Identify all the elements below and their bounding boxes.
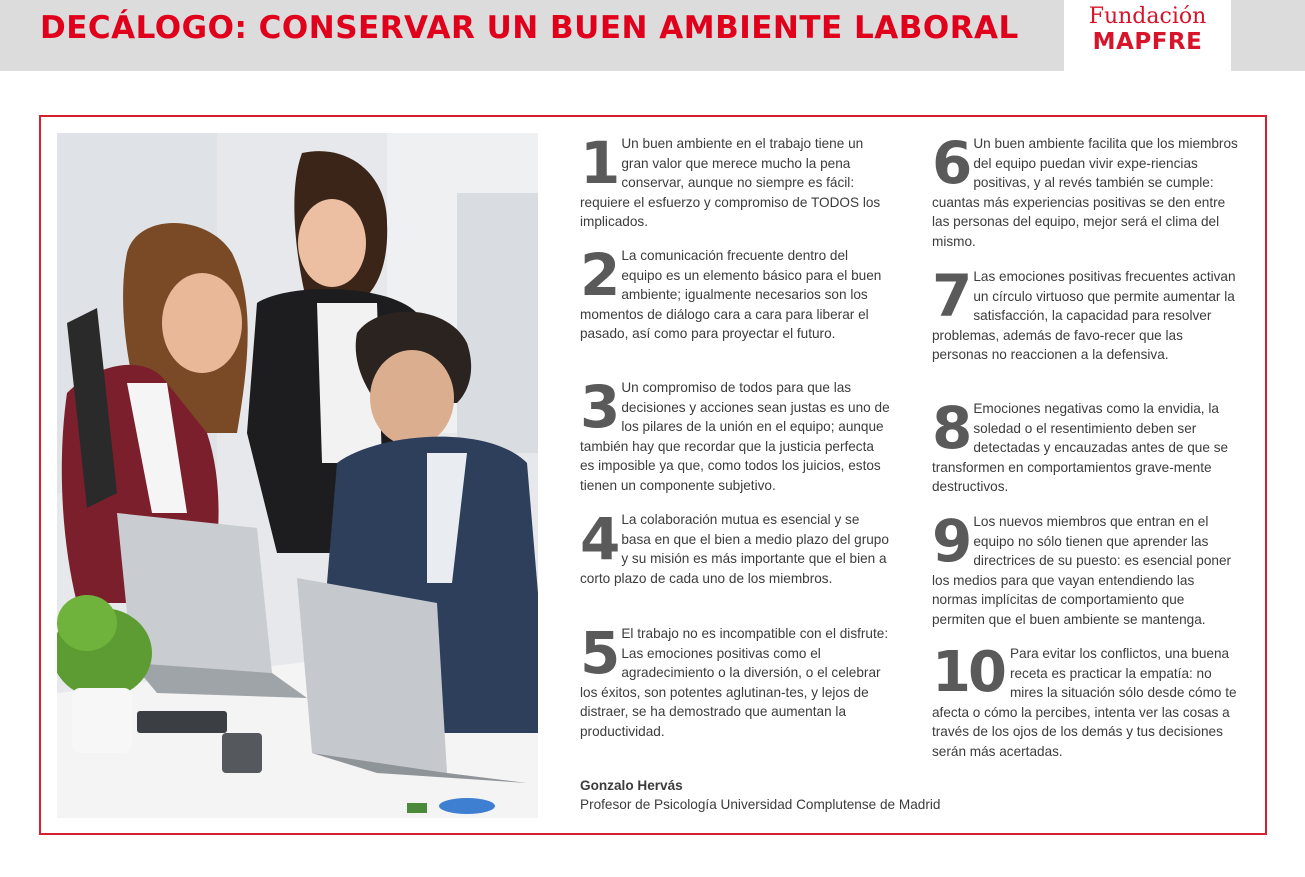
page-title: DECÁLOGO: CONSERVAR UN BUEN AMBIENTE LABORAL xyxy=(40,10,1019,46)
header-bar xyxy=(0,0,1305,71)
list-item xyxy=(580,373,892,495)
list-item xyxy=(932,640,1238,761)
item-number: 1 xyxy=(580,129,618,197)
item-text: Emociones negativas como la envidia, la soledad o el resentimiento deben ser detectadas y encauzadas antes de que se transformen en comportamientos grave-mente destructivos. xyxy=(932,401,1229,494)
item-number: 6 xyxy=(932,129,970,197)
item-text: La colaboración mutua es esencial y se basa en que el bien a medio plazo del grupo y su misión es más importante que el bien a corto plazo de cada uno de los miembros. xyxy=(580,512,889,586)
item-text: La comunicación frecuente dentro del equipo es un elemento básico para el buen ambiente; igualmente necesarios son los momentos de diálogo cara a cara para liberar el pasado, así como para proyectar el futuro. xyxy=(580,248,882,341)
item-text: Los nuevos miembros que entran en el equipo no sólo tienen que aprender las directrices de su puesto: es esencial poner los medios para que vayan entendiendo las normas implícitas de comportamiento que permiten que el buen ambiente se mantenga. xyxy=(932,514,1232,627)
logo xyxy=(1064,0,1231,71)
item-text: Las emociones positivas frecuentes activan un círculo virtuoso que permite aumentar la satisfacción, la capacidad para resolver problemas, además de favo-recer que las personas no reaccionen a la defensiva. xyxy=(932,269,1236,362)
item-number: 4 xyxy=(580,505,618,573)
item-number: 8 xyxy=(932,394,970,462)
item-number: 5 xyxy=(580,619,618,687)
item-number: 2 xyxy=(580,241,618,309)
office-team-photo xyxy=(57,133,538,818)
author-name: Gonzalo Hervás xyxy=(580,778,683,793)
item-number: 9 xyxy=(932,507,970,575)
list-item xyxy=(580,241,892,344)
item-text: El trabajo no es incompatible con el disfrute: Las emociones positivas como el agradecimiento o la diversión, o el celebrar los éxitos, son potentes aglutinan-tes, y lejos de distraer, se ha demostrado que aumentan la productividad. xyxy=(580,626,889,739)
item-text: Un buen ambiente en el trabajo tiene un gran valor que merece mucho la pena conservar, aunque no siempre es fácil: requiere el esfuerzo y compromiso de TODOS los implicados. xyxy=(580,136,881,229)
logo-text-fundacion: Fundación xyxy=(1088,4,1207,29)
list-item xyxy=(580,505,892,588)
item-number: 7 xyxy=(932,262,970,330)
list-item xyxy=(932,507,1238,629)
list-item xyxy=(932,262,1238,365)
logo-text-mapfre: MAPFRE xyxy=(1092,29,1203,55)
list-item xyxy=(932,394,1238,497)
item-text: Para evitar los conflictos, una buena receta es practicar la empatía: no mires la situación sólo desde cómo te afecta o cómo la percibes, intenta ver las cosas a través de los ojos de los demás y tus decisiones serán más acertadas. xyxy=(932,646,1237,759)
item-number: 10 xyxy=(932,640,1004,705)
author-role: Profesor de Psicología Universidad Complutense de Madrid xyxy=(580,797,941,812)
item-text: Un buen ambiente facilita que los miembros del equipo puedan vivir expe-riencias positivas, y al revés también se cumple: cuantas más experiencias positivas se den entre las personas del equipo, mejor será el clima del mismo. xyxy=(932,136,1238,249)
list-item xyxy=(932,129,1238,251)
list-item xyxy=(580,619,892,741)
item-text: Un compromiso de todos para que las decisiones y acciones sean justas es uno de los pilares de la unión en el equipo; aunque también hay que recordar que la justicia perfecta es imposible ya que, como todos los juicios, estos tienen un componente subjetivo. xyxy=(580,380,890,493)
author-block xyxy=(580,776,940,814)
item-number: 3 xyxy=(580,373,618,441)
list-item xyxy=(580,129,892,232)
